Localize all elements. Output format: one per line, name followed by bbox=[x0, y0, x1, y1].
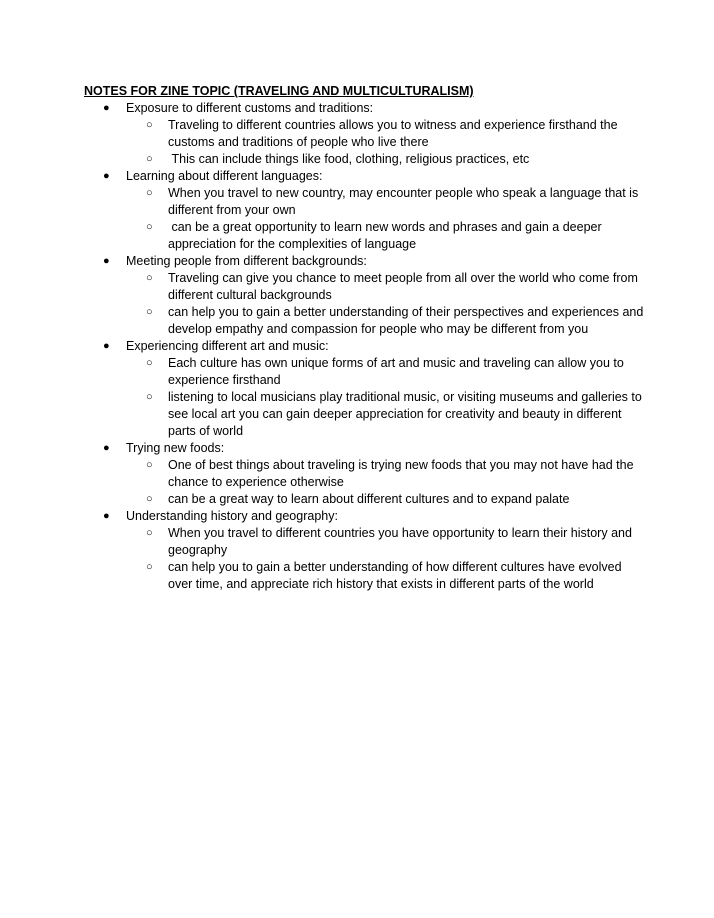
point-item bbox=[126, 491, 644, 508]
topic-item bbox=[84, 508, 644, 593]
sub-bullet-icon: ○ bbox=[146, 153, 153, 165]
point-text: When you travel to new country, may encounter people who speak a language that is different from your own bbox=[168, 186, 642, 217]
sub-bullet-icon: ○ bbox=[146, 357, 153, 369]
sub-bullet-icon: ○ bbox=[146, 306, 153, 318]
point-text: listening to local musicians play traditional music, or visiting museums and galleries to see local art you can gain deeper appreciation for creativity and beauty in different parts of world bbox=[168, 390, 646, 438]
bullet-icon: ● bbox=[103, 340, 110, 352]
point-item bbox=[126, 117, 644, 151]
point-item bbox=[126, 219, 644, 253]
point-text: One of best things about traveling is trying new foods that you may not have had the chance to experience otherwise bbox=[168, 458, 638, 489]
bullet-icon: ● bbox=[103, 170, 110, 182]
bullet-icon: ● bbox=[103, 510, 110, 522]
sub-bullet-icon: ○ bbox=[146, 272, 153, 284]
point-text: This can include things like food, clothing, religious practices, etc bbox=[168, 152, 530, 166]
point-text: can help you to gain a better understanding of how different cultures have evolved over time, and appreciate rich history that exists in different parts of the world bbox=[168, 560, 626, 591]
topic-points bbox=[126, 457, 644, 508]
point-item bbox=[126, 457, 644, 491]
topic-points bbox=[126, 185, 644, 253]
point-item bbox=[126, 389, 644, 440]
point-text: Each culture has own unique forms of art and music and traveling can allow you to experience firsthand bbox=[168, 356, 628, 387]
sub-bullet-icon: ○ bbox=[146, 119, 153, 131]
topic-item bbox=[84, 100, 644, 168]
point-item bbox=[126, 355, 644, 389]
point-text: Traveling can give you chance to meet people from all over the world who come from different cultural backgrounds bbox=[168, 271, 642, 302]
point-text: When you travel to different countries you have opportunity to learn their history and geography bbox=[168, 526, 636, 557]
point-text: can be a great opportunity to learn new words and phrases and gain a deeper appreciation for the complexities of language bbox=[168, 220, 606, 251]
topic-points bbox=[126, 117, 644, 168]
topic-heading: Understanding history and geography: bbox=[126, 509, 338, 523]
point-item bbox=[126, 304, 647, 338]
topic-item bbox=[84, 338, 644, 440]
topic-heading: Experiencing different art and music: bbox=[126, 339, 329, 353]
topic-points bbox=[126, 355, 644, 440]
sub-bullet-icon: ○ bbox=[146, 493, 153, 505]
bullet-icon: ● bbox=[103, 255, 110, 267]
sub-bullet-icon: ○ bbox=[146, 187, 153, 199]
bullet-icon: ● bbox=[103, 442, 110, 454]
point-item bbox=[126, 525, 644, 559]
topic-heading: Trying new foods: bbox=[126, 441, 225, 455]
point-item bbox=[126, 151, 644, 168]
topic-heading: Learning about different languages: bbox=[126, 169, 323, 183]
page-title: NOTES FOR ZINE TOPIC (TRAVELING AND MULTICULTURALISM) bbox=[84, 84, 474, 98]
topic-item bbox=[84, 253, 647, 338]
point-text: can help you to gain a better understanding of their perspectives and experiences and develop empathy and compassion for people who may be different from you bbox=[168, 305, 647, 336]
document-page bbox=[84, 83, 647, 593]
topic-list bbox=[84, 100, 647, 593]
point-text: Traveling to different countries allows you to witness and experience firsthand the customs and traditions of people who live there bbox=[168, 118, 622, 149]
point-item bbox=[126, 185, 644, 219]
topic-points bbox=[126, 270, 647, 338]
sub-bullet-icon: ○ bbox=[146, 527, 153, 539]
topic-heading: Exposure to different customs and traditions: bbox=[126, 101, 374, 115]
sub-bullet-icon: ○ bbox=[146, 561, 153, 573]
topic-item bbox=[84, 440, 644, 508]
sub-bullet-icon: ○ bbox=[146, 391, 153, 403]
bullet-icon: ● bbox=[103, 102, 110, 114]
sub-bullet-icon: ○ bbox=[146, 459, 153, 471]
point-item bbox=[126, 270, 644, 304]
sub-bullet-icon: ○ bbox=[146, 221, 153, 233]
topic-heading: Meeting people from different backgrounds: bbox=[126, 254, 367, 268]
topic-item bbox=[84, 168, 644, 253]
point-item bbox=[126, 559, 644, 593]
point-text: can be a great way to learn about different cultures and to expand palate bbox=[168, 492, 570, 506]
topic-points bbox=[126, 525, 644, 593]
